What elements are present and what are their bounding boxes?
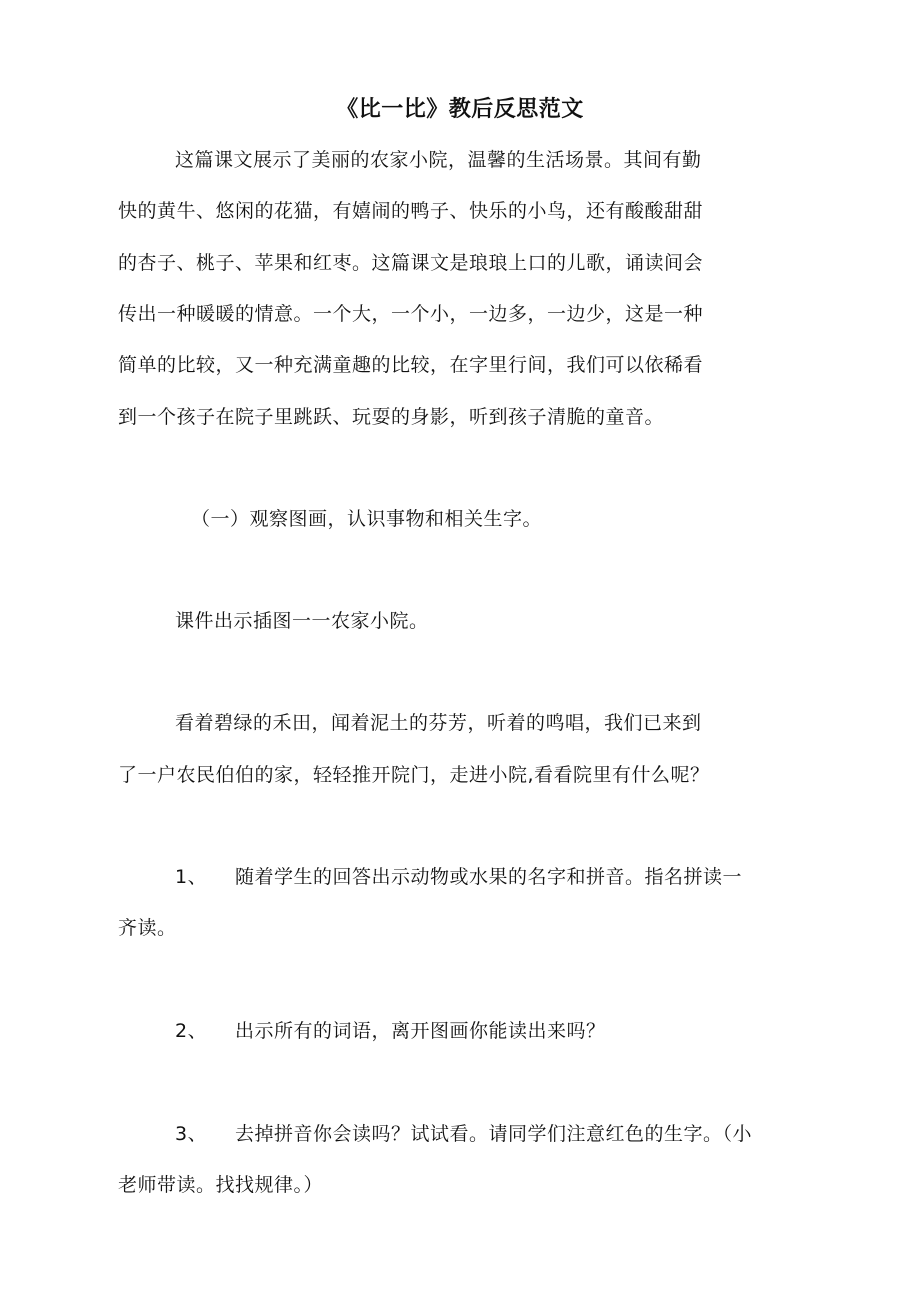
intro-line-6: 到一个孩子在院子里跳跃、玩耍的身影，听到孩子清脆的童音。 — [118, 406, 665, 428]
section-heading: （一）观察图画，认识事物和相关生字。 — [191, 508, 543, 530]
step-3-line-1 — [175, 1120, 752, 1148]
step-text: 随着学生的回答出示动物或水果的名字和拼音。指名拼读一 — [235, 866, 743, 888]
step-text: 去掉拼音你会读吗？试试看。请同学们注意红色的生字。（小 — [235, 1123, 753, 1145]
step-3-line-2: 老师带读。找找规律。） — [118, 1174, 324, 1196]
intro-line-2: 快的黄牛、悠闲的花猫，有嬉闹的鸭子、快乐的小鸟，还有酸酸甜甜 — [118, 200, 704, 222]
courseware-line: 课件出示插图一一农家小院。 — [175, 610, 429, 632]
step-1-line-2: 齐读。 — [118, 917, 177, 939]
intro-line-3: 的杏子、桃子、苹果和红枣。这篇课文是琅琅上口的儿歌，诵读间会 — [118, 252, 704, 274]
step-number: 1、 — [175, 866, 208, 888]
step-number: 3、 — [175, 1123, 208, 1145]
step-2-line-1 — [175, 1017, 606, 1045]
step-1-line-1 — [175, 863, 742, 891]
intro-line-4: 传出一种暖暖的情意。一个大，一个小，一边多，一边少，这是一种 — [118, 303, 704, 325]
intro-line-1: 这篇课文展示了美丽的农家小院，温馨的生活场景。其间有勤 — [175, 149, 702, 171]
intro-line-5: 简单的比较，又一种充满童趣的比较，在字里行间，我们可以依稀看 — [118, 354, 704, 376]
document-title: 《比一比》教后反思范文 — [336, 97, 584, 122]
step-number: 2、 — [175, 1020, 208, 1042]
observe-line-1: 看着碧绿的禾田，闻着泥土的芬芳，听着的鸣唱，我们已来到 — [175, 712, 702, 734]
observe-line-2: 了一户农民伯伯的家，轻轻推开院门，走进小院,看看院里有什么呢？ — [118, 764, 710, 786]
step-text: 出示所有的词语，离开图画你能读出来吗？ — [235, 1020, 606, 1042]
